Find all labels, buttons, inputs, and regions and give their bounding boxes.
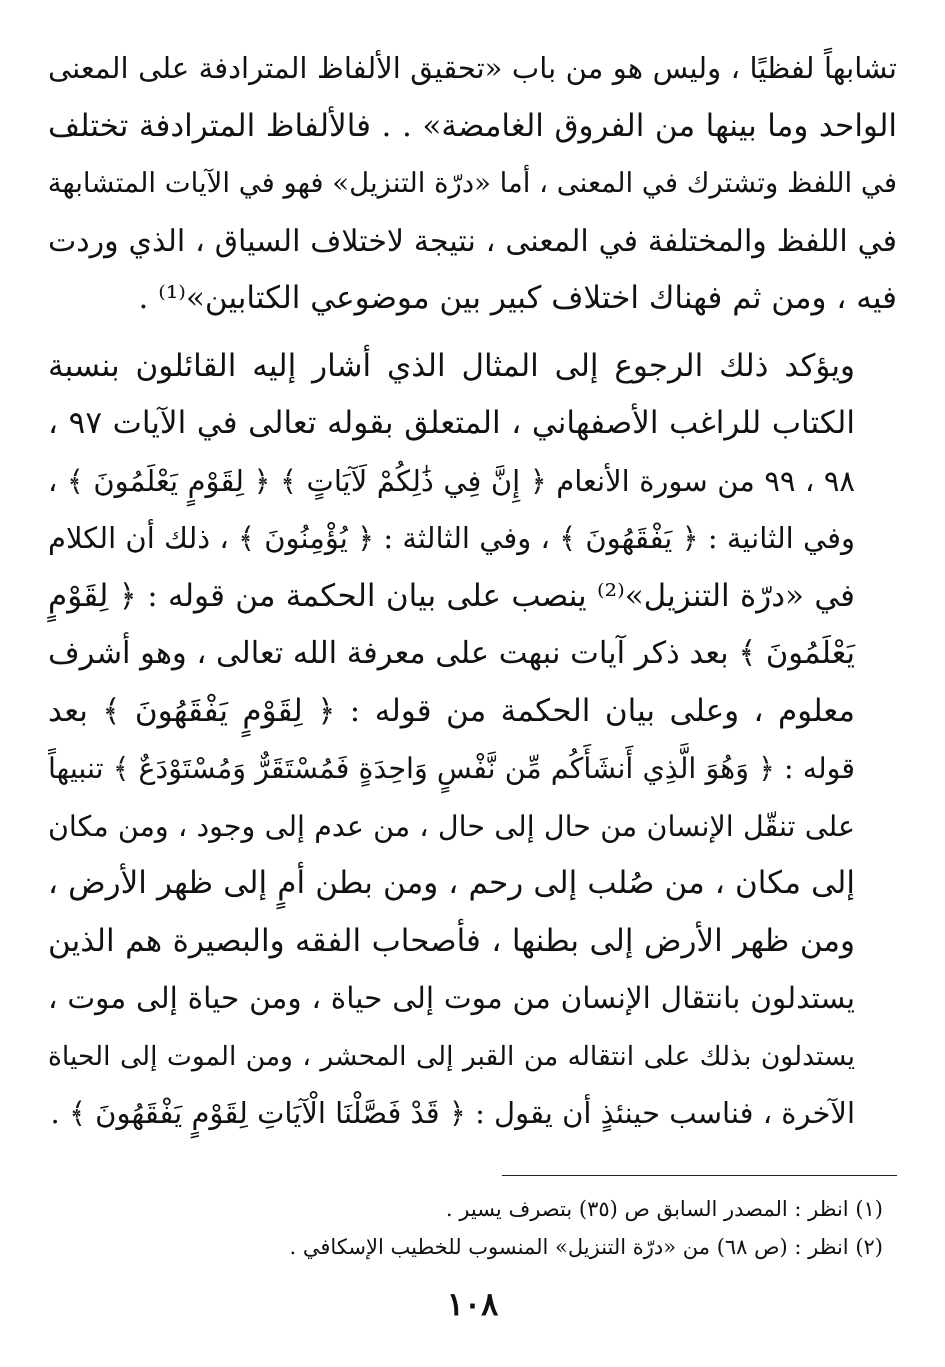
footnote-1: (١) انظر : المصدر السابق ص (٣٥) بتصرف يسير . — [445, 1197, 883, 1221]
text-line: في اللفظ والمختلفة في المعنى ، نتيجة لاختلاف السياق ، الذي وردت — [48, 223, 897, 259]
footnote-divider — [502, 1175, 897, 1176]
text-line: على تنقّل الإنسان من حال إلى حال ، من عدم إلى وجود ، ومن مكان — [48, 809, 855, 843]
paragraph-2 — [48, 338, 897, 1143]
text-line: قوله : ﴿ وَهُوَ الَّذِي أَنشَأَكُم مِّن نَّفْسٍ وَاحِدَةٍ فَمُسْتَقَرٌّ وَمُسْتَوْدَعٌ ﴾ تنبيهاً — [48, 752, 855, 785]
text-line: يستدلون بانتقال الإنسان من موت إلى حياة ، ومن حياة إلى موت ، — [48, 981, 855, 1015]
text-line: وفي الثانية : ﴿ يَفْقَهُونَ ﴾ ، وفي الثالثة : ﴿ يُؤْمِنُونَ ﴾ ، ذلك أن الكلام — [48, 521, 855, 555]
footnotes — [48, 1190, 883, 1266]
text-line: في اللفظ وتشترك في المعنى ، أما «درّة التنزيل» فهو في الآيات المتشابهة — [47, 167, 897, 199]
text-line: الواحد وما بينها من الفروق الغامضة» . . فالألفاظ المترادفة تختلف — [48, 107, 897, 144]
text-line: الآخرة ، فناسب حينئذٍ أن يقول : ﴿ قَدْ فَصَّلْنَا الْآيَاتِ لِقَوْمٍ يَفْقَهُونَ ﴾ . — [50, 1096, 855, 1130]
text-line: إلى مكان ، من صُلب إلى رحم ، ومن بطن أمٍ إلى ظهر الأرض ، — [48, 865, 855, 901]
page-number: ١٠٨ — [446, 1285, 499, 1323]
text-line: فيه ، ومن ثم فهناك اختلاف كبير بين موضوعي الكتابين»⁽¹⁾ . — [138, 280, 897, 316]
text-line: في «درّة التنزيل»⁽²⁾ ينصب على بيان الحكمة من قوله : ﴿ لِقَوْمٍ — [48, 577, 855, 614]
page-body — [48, 40, 897, 1143]
text-line: ٩٨ ، ٩٩ من سورة الأنعام ﴿ إِنَّ فِي ذَٰلِكُمْ لَآيَاتٍ ﴾ ﴿ لِقَوْمٍ يَعْلَمُونَ ﴾ ، — [48, 463, 855, 498]
text-line: ومن ظهر الأرض إلى بطنها ، فأصحاب الفقه والبصيرة هم الذين — [48, 922, 855, 959]
paragraph-1 — [48, 40, 897, 328]
text-line: الكتاب للراغب الأصفهاني ، المتعلق بقوله تعالى في الآيات ٩٧ ، — [48, 405, 855, 441]
text-line: ويؤكد ذلك الرجوع إلى المثال الذي أشار إليه القائلون بنسبة — [48, 347, 855, 384]
text-line: يَعْلَمُونَ ﴾ بعد ذكر آيات نبهت على معرفة الله تعالى ، وهو أشرف — [48, 636, 855, 671]
text-line: معلوم ، وعلى بيان الحكمة من قوله : ﴿ لِقَوْمٍ يَفْقَهُونَ ﴾ بعد — [48, 692, 855, 729]
text-line: تشابهاً لفظيًا ، وليس هو من باب «تحقيق الألفاظ المترادفة على المعنى — [48, 51, 897, 85]
footnote-2: (٢) انظر : (ص ٦٨) من «درّة التنزيل» المنسوب للخطيب الإسكافي . — [289, 1235, 883, 1259]
text-line: يستدلون بذلك على انتقاله من القبر إلى المحشر ، ومن الموت إلى الحياة — [48, 1040, 855, 1072]
